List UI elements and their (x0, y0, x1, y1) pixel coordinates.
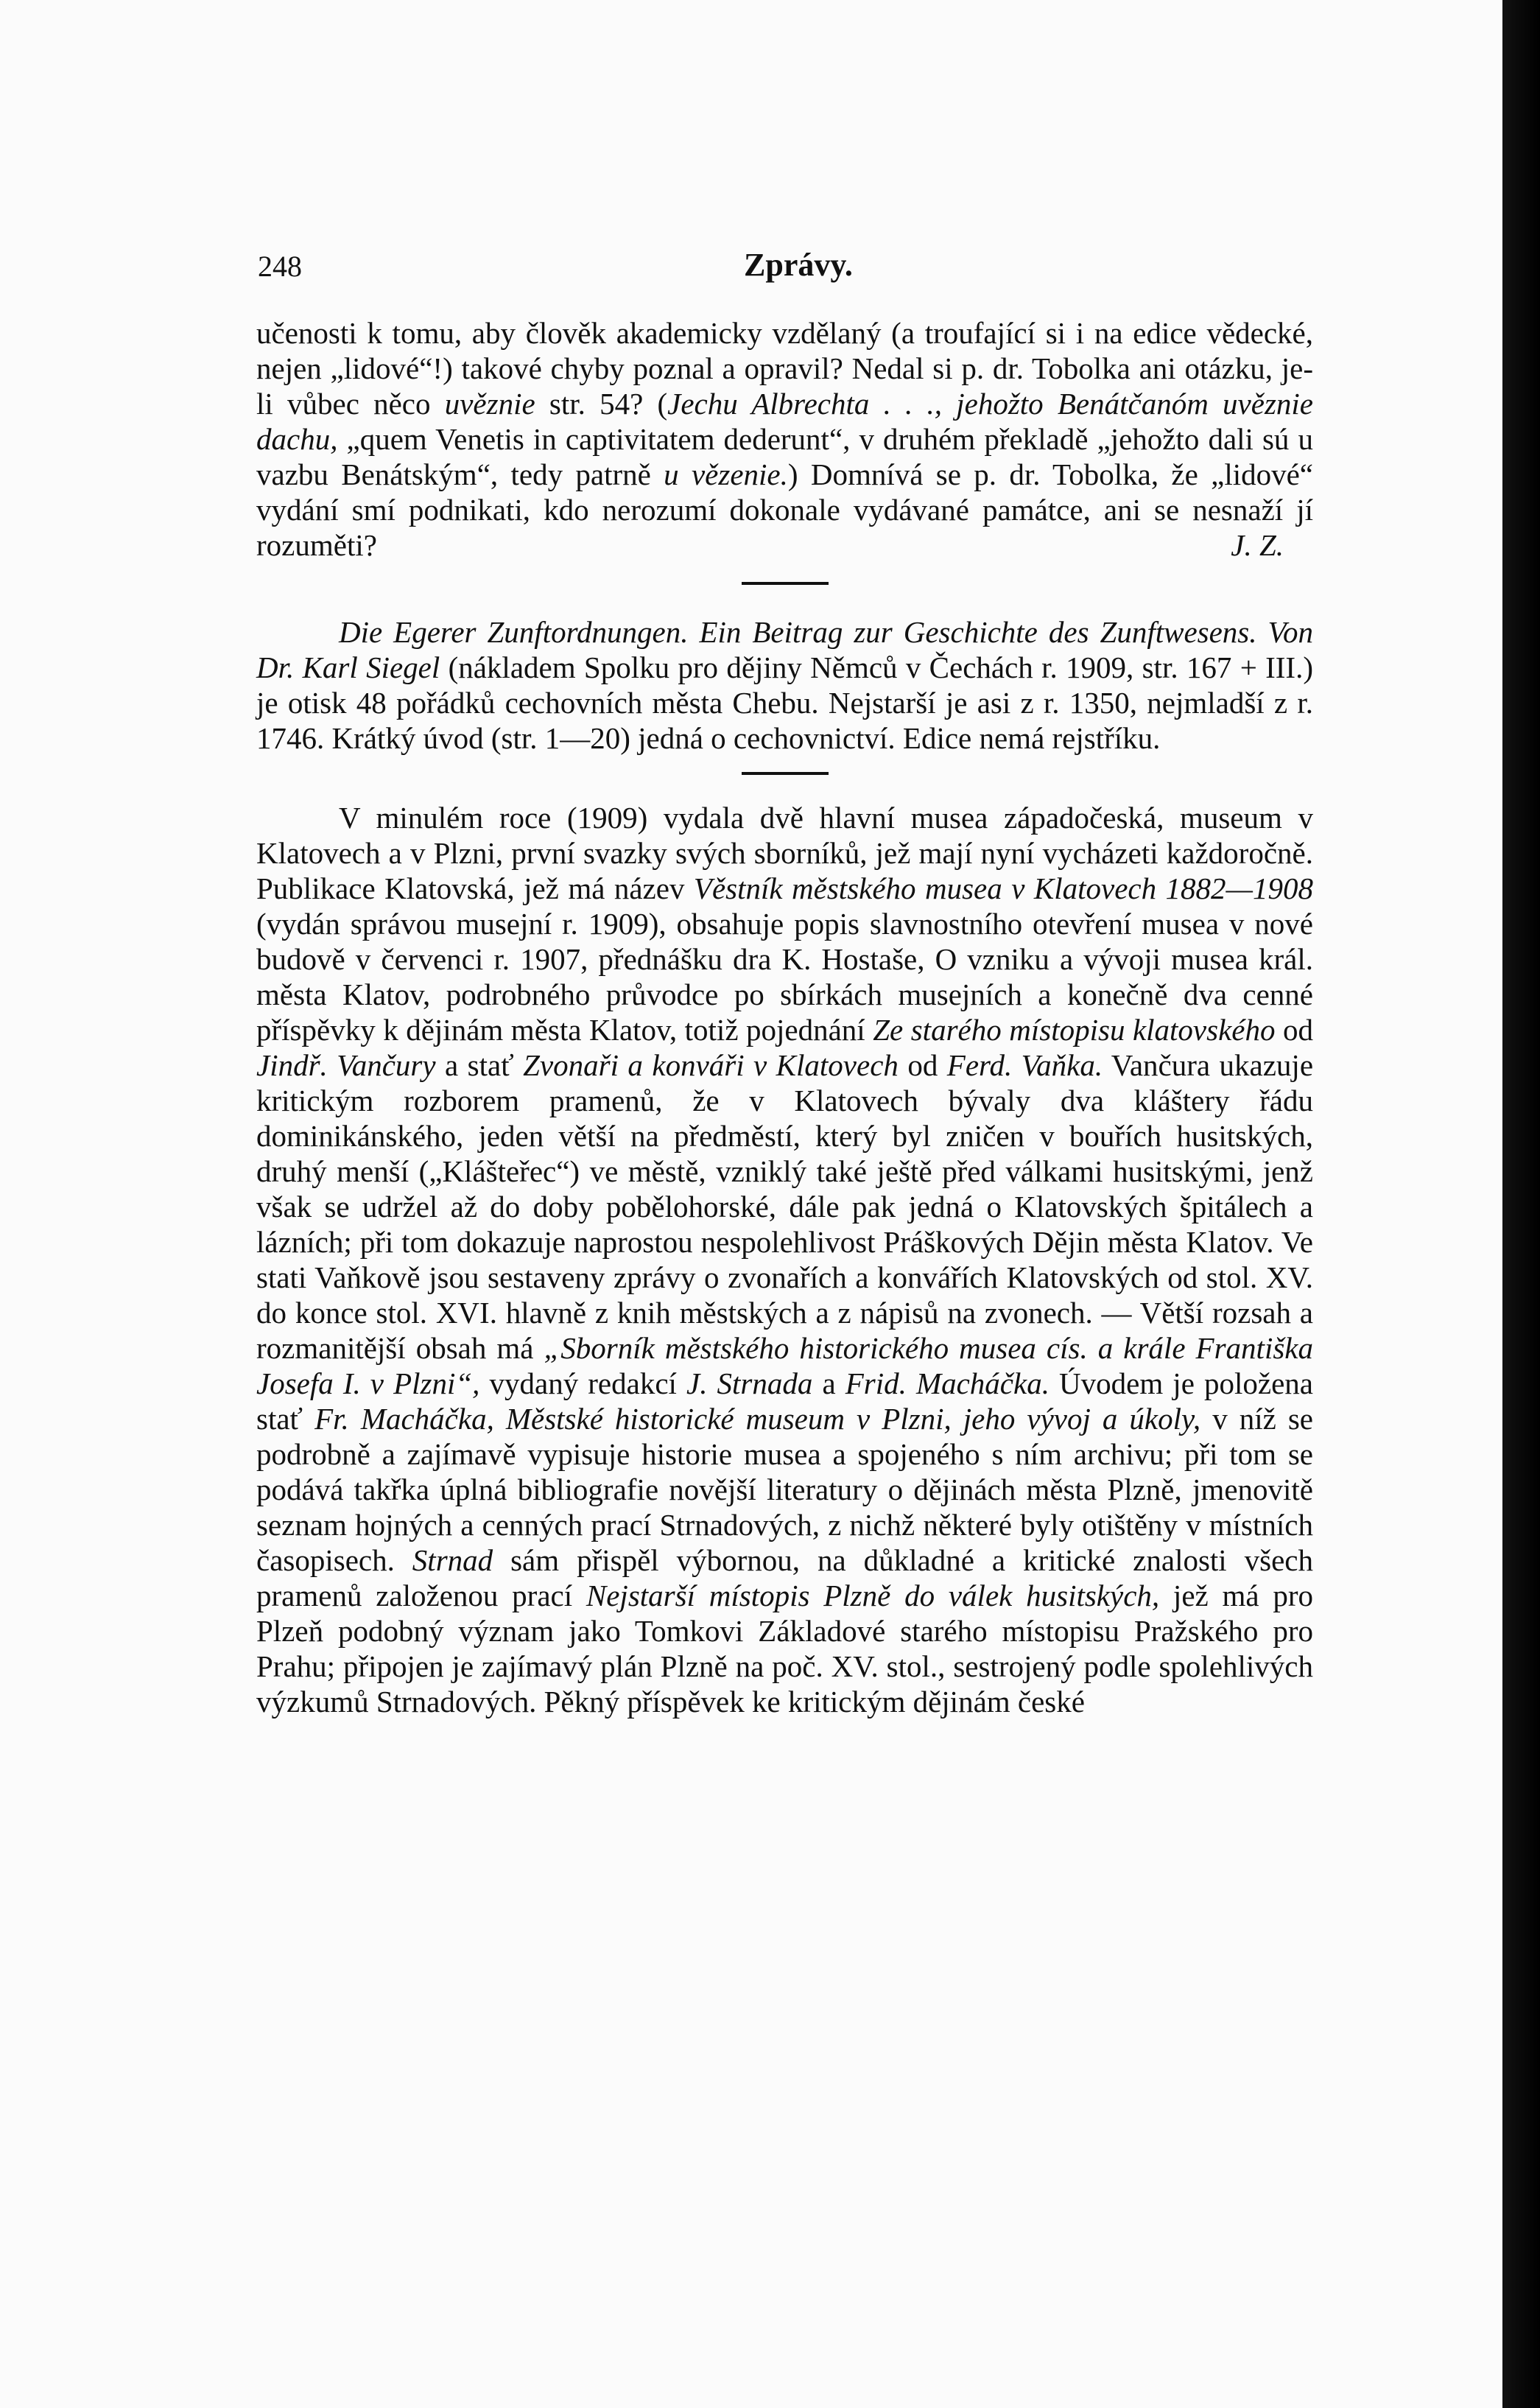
paragraph-review: Die Egerer Zunftordnungen. Ein Beitrag zur Geschichte des Zunftwesens. Von Dr. Karl Siegel (nákladem Spolku pro dějiny Němců v Čechách r. 1909, str. 167 + III.) je otisk 48 pořádků cechovních města Chebu. Nejstarší je asi z r. 1350, nejmladší z r. 1746. Krátký úvod (str. 1—20) jedná o cechovnictví. Edice nemá rejstříku. (256, 615, 1313, 755)
scan-edge (1502, 0, 1540, 2408)
page-number: 248 (258, 250, 302, 283)
paragraph-critique: učenosti k tomu, aby člověk akademicky vzdělaný (a troufající si i na edice vědecké, nejen „lidové“!) takové chyby poznal a opravil? Nedal si p. dr. Tobolka ani otázku, je-li vůbec něco uvěznie str. 54? (Jechu Albrechta . . ., jehožto Benátčanóm uvěznie dachu, „quem Venetis in captivitatem dederunt“, v druhém překladě „jehožto dali sú u vazbu Benátským“, tedy patrně u vězenie.) Domnívá se p. dr. Tobolka, že „lidové“ vydání smí podnikati, kdo nerozumí dokonale vydávané památce, ani se nesnaží jí rozuměti? (256, 316, 1313, 562)
running-title: Zprávy. (744, 247, 853, 283)
paragraph-museums: V minulém roce (1909) vydala dvě hlavní musea západočeská, museum v Klatovech a v Plzni, první svazky svých sborníků, jež mají nyní vycházeti každoročně. Publikace Klatovská, jež má název Věstník městského musea v Klatovech 1882—1908 (vydán správou musejní r. 1909), obsahuje popis slavnostního otevření musea v nové budově v červenci r. 1907, přednášku dra K. Hostaše, O vzniku a vývoji musea král. města Klatov, podrobného průvodce po sbírkách musejních a konečně dva cenné příspěvky k dějinám města Klatov, totiž pojednání Ze starého místopisu klatovského od Jindř. Vančury a stať Zvonaři a konváři v Klatovech od Ferd. Vaňka. Vančura ukazuje kritickým rozborem pramenů, že v Klatovech bývaly dva kláštery řádu dominikánského, jeden větší na předměstí, který byl zničen v bouřích husitských, druhý menší („Klášteřec“) ve městě, vzniklý také ještě před válkami husitskými, jenž však se udržel až do doby pobělohorské, dále pak jedná o Klatovských špitálech a lázních; při tom dokazuje naprostou nespolehlivost Práškových Dějin města Klatov. Ve stati Vaňkově jsou sestaveny zprávy o zvonařích a konvářích Klatovských od stol. XV. do konce stol. XVI. hlavně z knih městských a z nápisů na zvonech. — Větší rozsah a rozmanitější obsah má „Sborník městského historického musea cís. a krále Františka Josefa I. v Plzni“, vydaný redakcí J. Strnada a Frid. Macháčka. Úvodem je položena stať Fr. Macháčka, Městské historické museum v Plzni, jeho vývoj a úkoly, v níž se podrobně a zajímavě vypisuje historie musea a spojeného s ním archivu; při tom se podává takřka úplná bibliografie novější literatury o dějinách města Plzně, jmenovitě seznam hojných a cenných prací Strnadových, z nichž některé byly otištěny v místních časopisech. Strnad sám přispěl výbornou, na důkladné a kritické znalosti všech pramenů založenou prací Nejstarší místopis Plzně do válek husitských, jež má pro Plzeň podobný význam jako Tomkovi Základové starého místopisu Pražského pro Prahu; připojen je zajímavý plán Plzně na poč. XV. stol., sestrojený podle spolehlivých výzkumů Strnadových. Pěkný příspěvek ke kritickým dějinám české (256, 801, 1314, 1719)
section-divider (742, 772, 829, 775)
article-body (256, 315, 1313, 1719)
page-header (258, 234, 1315, 283)
author-signature: J. Z. (1231, 528, 1284, 562)
review-title: Die Egerer Zunftordnungen. Ein Beitrag zur Geschichte des Zunftwesens. Von Dr. Karl Siegel (256, 615, 1313, 684)
section-divider (742, 582, 829, 585)
